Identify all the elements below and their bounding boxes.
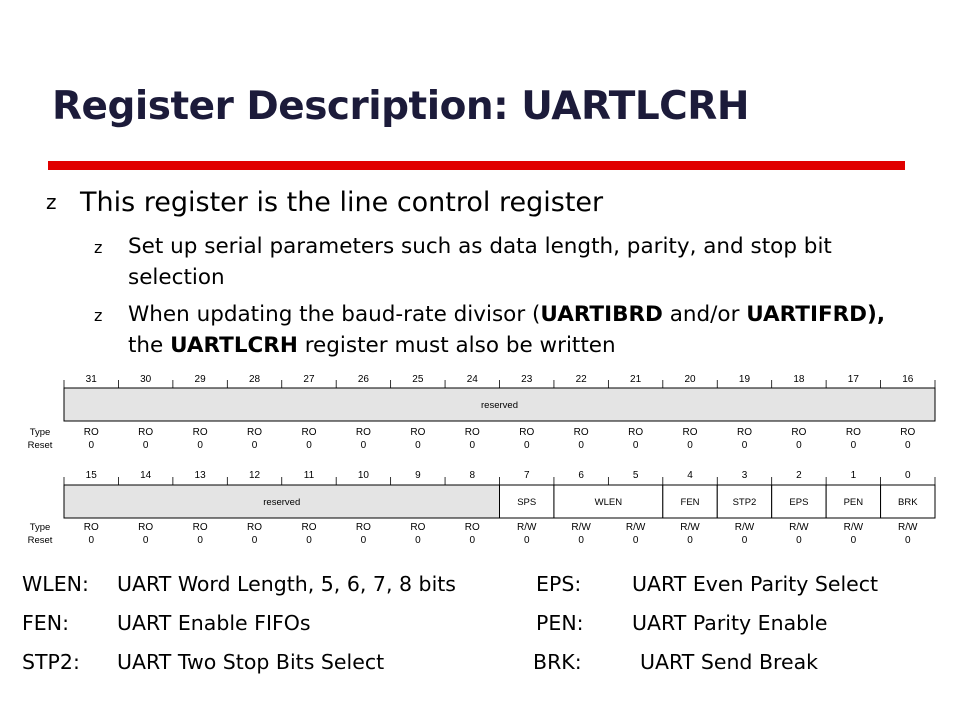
bit-reset: 0	[88, 440, 94, 451]
bit-reset: 0	[632, 535, 639, 546]
bit-type: RO	[410, 522, 426, 533]
bit-type: RO	[83, 427, 99, 438]
legend-desc-fen: UART Enable FIFOs	[117, 611, 311, 635]
bit-type: R/W	[898, 522, 918, 533]
legend-abbr-stp2: STP2:	[22, 650, 80, 674]
bit-type: RO	[138, 522, 154, 533]
title-underline	[48, 161, 905, 170]
bit-type: RO	[464, 427, 480, 438]
bit-type: RO	[301, 427, 317, 438]
bit-type: RO	[355, 522, 371, 533]
bit-number: 30	[140, 374, 152, 385]
bit-type: RO	[247, 522, 263, 533]
field-name-eps: EPS	[789, 497, 809, 508]
bit-number: 5	[632, 470, 639, 481]
sub-bullet-2-part: When updating the baud-rate divisor (	[128, 302, 541, 327]
sub-bullet-2-part: and/or	[662, 302, 747, 327]
bit-reset: 0	[687, 440, 693, 451]
sub-bullet-1-text: Set up serial parameters such as data length, parity, and stop bit selection	[128, 234, 832, 290]
bit-type: RO	[138, 427, 154, 438]
bit-number: 14	[140, 470, 152, 481]
bit-reset: 0	[197, 440, 203, 451]
bit-type: R/W	[625, 522, 646, 533]
bit-number: 4	[687, 470, 693, 481]
bit-number: 12	[248, 470, 261, 481]
bit-type: RO	[900, 427, 916, 438]
field-name-brk: BRK	[898, 497, 918, 508]
bit-type: RO	[355, 427, 371, 438]
bit-reset: 0	[469, 535, 476, 546]
bit-reset: 0	[415, 440, 421, 451]
field-name-sps: SPS	[517, 497, 537, 508]
field-name-fen: FEN	[680, 497, 700, 508]
bit-reset: 0	[251, 535, 258, 546]
bit-number: 6	[578, 470, 584, 481]
bit-number: 3	[741, 470, 748, 481]
bit-reset: 0	[523, 535, 530, 546]
field-name-reserved: reserved	[481, 400, 518, 411]
bit-reset: 0	[360, 440, 367, 451]
bit-reset: 0	[687, 535, 693, 546]
bit-number: 22	[575, 374, 587, 385]
bit-reset: 0	[415, 535, 421, 546]
bit-type: RO	[736, 427, 752, 438]
legend-desc-pen: UART Parity Enable	[632, 611, 828, 635]
field-name-stp2: STP2	[732, 497, 757, 508]
bit-reset: 0	[850, 535, 857, 546]
bit-number: 24	[466, 374, 478, 385]
bit-reset: 0	[796, 535, 802, 546]
bit-number: 11	[303, 470, 315, 481]
sub-bullet-2-register: UARTLCRH	[170, 333, 298, 358]
legend-desc-stp2: UART Two Stop Bits Select	[117, 650, 385, 674]
bit-number: 26	[357, 374, 369, 385]
bit-number: 28	[248, 374, 261, 385]
legend-desc-eps: UART Even Parity Select	[632, 572, 879, 596]
legend-abbr-pen: PEN:	[536, 611, 584, 635]
bullet-icon: z	[46, 190, 57, 214]
bit-reset: 0	[306, 535, 312, 546]
bit-reset: 0	[469, 440, 476, 451]
bit-reset: 0	[850, 440, 857, 451]
bit-type: R/W	[734, 522, 755, 533]
bit-reset: 0	[306, 440, 312, 451]
field-name-wlen: WLEN	[594, 497, 623, 508]
bit-type: RO	[682, 427, 698, 438]
sub-bullet-2-register: UARTIBRD	[540, 302, 663, 327]
bit-number: 16	[902, 374, 914, 385]
bit-reset: 0	[578, 535, 584, 546]
type-label: Type	[29, 522, 51, 533]
bit-number: 29	[194, 374, 206, 385]
bit-type: RO	[192, 427, 208, 438]
bit-type: RO	[791, 427, 807, 438]
sub-bullet-2-register: UARTIFRD),	[746, 302, 886, 327]
bit-number: 2	[796, 470, 802, 481]
bit-number: 7	[523, 470, 530, 481]
bit-number: 21	[630, 374, 642, 385]
bit-reset: 0	[523, 440, 530, 451]
bit-type: RO	[83, 522, 99, 533]
bit-reset: 0	[197, 535, 203, 546]
bit-type: R/W	[789, 522, 809, 533]
bit-type: RO	[628, 427, 644, 438]
legend-abbr-brk: BRK:	[533, 650, 582, 674]
bit-reset: 0	[360, 535, 367, 546]
bullet-icon: z	[94, 306, 103, 325]
type-label: Type	[29, 427, 51, 438]
bit-reset: 0	[905, 535, 911, 546]
bit-reset: 0	[741, 535, 748, 546]
bit-number: 23	[521, 374, 533, 385]
field-name-pen: PEN	[843, 497, 864, 508]
bit-type: RO	[519, 427, 535, 438]
bit-type: RO	[247, 427, 263, 438]
legend-abbr-fen: FEN:	[22, 611, 69, 635]
bullet-icon: z	[94, 238, 103, 257]
bit-reset: 0	[905, 440, 911, 451]
register-bit-diagram	[18, 367, 942, 553]
legend-desc-wlen: UART Word Length, 5, 6, 7, 8 bits	[117, 572, 456, 596]
bit-reset: 0	[251, 440, 258, 451]
bit-number: 0	[905, 470, 911, 481]
legend-abbr-eps: EPS:	[536, 572, 582, 596]
bit-reset: 0	[741, 440, 748, 451]
sub-bullet-2-part: the	[128, 333, 171, 358]
bit-number: 13	[194, 470, 206, 481]
bit-number: 10	[357, 470, 369, 481]
bit-reset: 0	[632, 440, 639, 451]
sub-bullet-2-text	[128, 299, 898, 361]
slide-title: Register Description: UARTLCRH	[52, 84, 749, 129]
bit-number: 19	[738, 374, 751, 385]
legend-abbr-wlen: WLEN:	[22, 572, 89, 596]
bit-number: 20	[684, 374, 696, 385]
reset-label: Reset	[27, 440, 53, 451]
bit-type: R/W	[843, 522, 864, 533]
bit-type: R/W	[571, 522, 591, 533]
reset-label: Reset	[27, 535, 53, 546]
field-name-reserved: reserved	[263, 497, 301, 508]
sub-bullet-2-part: register must also be written	[297, 333, 616, 358]
bit-type: RO	[573, 427, 589, 438]
bit-number: 17	[847, 374, 859, 385]
bit-reset: 0	[578, 440, 584, 451]
bit-number: 27	[303, 374, 315, 385]
bit-number: 18	[793, 374, 805, 385]
bit-type: RO	[845, 427, 861, 438]
bit-type: RO	[410, 427, 426, 438]
bit-reset: 0	[796, 440, 802, 451]
bit-type: R/W	[680, 522, 700, 533]
bit-number: 1	[850, 470, 857, 481]
bit-type: R/W	[516, 522, 537, 533]
bit-number: 15	[85, 470, 97, 481]
bit-type: RO	[464, 522, 480, 533]
bit-number: 25	[412, 374, 424, 385]
bit-number: 9	[415, 470, 421, 481]
bullet-main-text: This register is the line control register	[80, 187, 604, 218]
bit-type: RO	[192, 522, 208, 533]
legend-desc-brk: UART Send Break	[640, 650, 819, 674]
bit-number: 31	[85, 374, 97, 385]
bit-reset: 0	[88, 535, 94, 546]
bit-type: RO	[301, 522, 317, 533]
bit-reset: 0	[142, 440, 149, 451]
bit-number: 8	[469, 470, 476, 481]
bit-reset: 0	[142, 535, 149, 546]
